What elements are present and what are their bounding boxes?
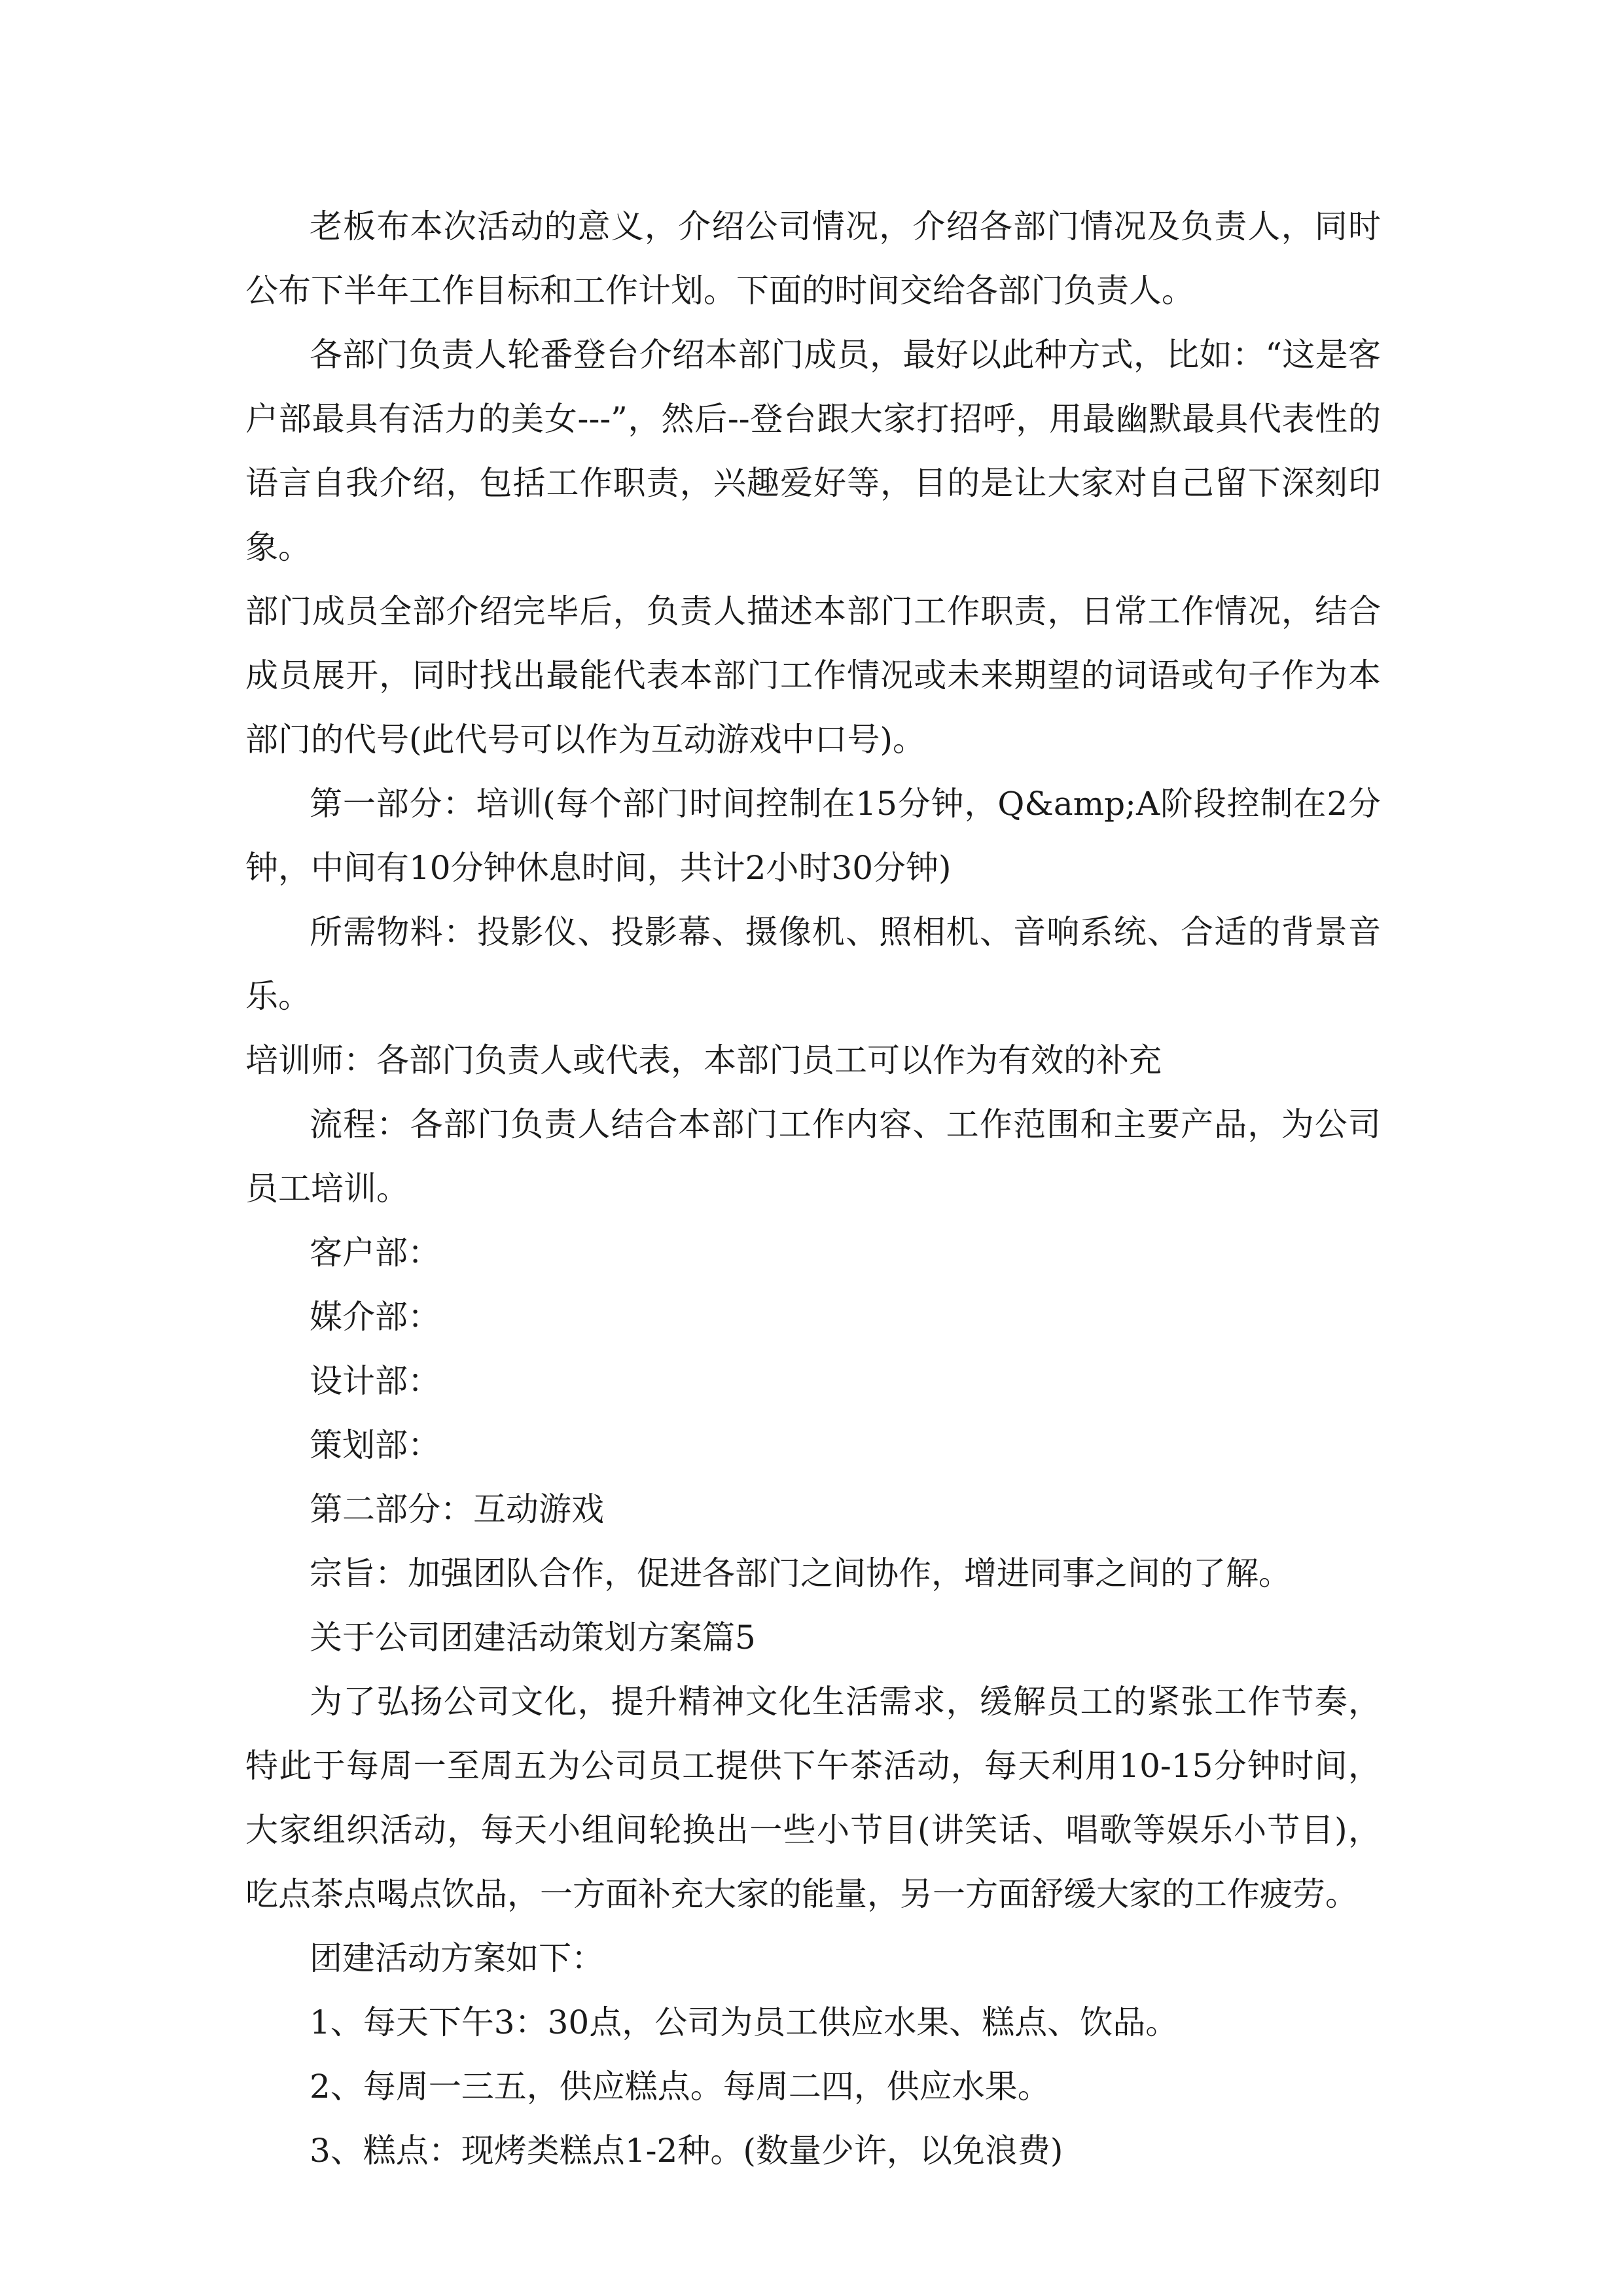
list-item: 客户部： [310,1234,440,1272]
paragraph: 部门成员全部介绍完毕后，负责人描述本部门工作职责，日常工作情况，结合成员展开，同时找出最能代表本部门工作情况或未来期望的词语或句子作为本部门的代号(此代号可以作为互动游戏中口号)。 [245,592,1381,759]
list-item: 1、每天下午3：30点，公司为员工供应水果、糕点、饮品。 [310,2003,1179,2041]
section-heading: 第二部分：互动游戏 [310,1490,604,1528]
paragraph: 流程：各部门负责人结合本部门工作内容、工作范围和主要产品，为公司员工培训。 [245,1105,1381,1208]
paragraph: 团建活动方案如下： [310,1939,604,1977]
paragraph: 培训师：各部门负责人或代表，本部门员工可以作为有效的补充 [245,1041,1162,1079]
list-item: 3、糕点：现烤类糕点1-2种。(数量少许，以免浪费) [310,2132,1063,2170]
paragraph: 第一部分：培训(每个部门时间控制在15分钟，Q&amp;A阶段控制在2分钟，中间有10分钟休息时间，共计2小时30分钟) [245,785,1381,887]
paragraph: 各部门负责人轮番登台介绍本部门成员，最好以此种方式，比如：“这是客户部最具有活力的美女---”，然后--登台跟大家打招呼，用最幽默最具代表性的语言自我介绍，包括工作职责，兴趣爱好等，目的是让大家对自己留下深刻印象。 [245,336,1381,566]
paragraph: 宗旨：加强团队合作，促进各部门之间协作，增进同事之间的了解。 [310,1554,1291,1592]
paragraph: 老板布本次活动的意义，介绍公司情况，介绍各部门情况及负责人，同时公布下半年工作目标和工作计划。下面的时间交给各部门负责人。 [245,207,1381,310]
list-item: 媒介部： [310,1298,440,1336]
list-item: 策划部： [310,1426,440,1464]
section-heading: 关于公司团建活动策划方案篇5 [310,1619,756,1657]
document-body [245,194,1381,2183]
paragraph: 为了弘扬公司文化，提升精神文化生活需求，缓解员工的紧张工作节奏，特此于每周一至周五为公司员工提供下午茶活动，每天利用10-15分钟时间，大家组织活动，每天小组间轮换出一些小节目(讲笑话、唱歌等娱乐小节目)，吃点茶点喝点饮品，一方面补充大家的能量，另一方面舒缓大家的工作疲劳。 [245,1683,1381,1913]
list-item: 设计部： [310,1362,440,1400]
paragraph: 所需物料：投影仪、投影幕、摄像机、照相机、音响系统、合适的背景音乐。 [245,913,1381,1015]
list-item: 2、每周一三五，供应糕点。每周二四，供应水果。 [310,2068,1050,2106]
